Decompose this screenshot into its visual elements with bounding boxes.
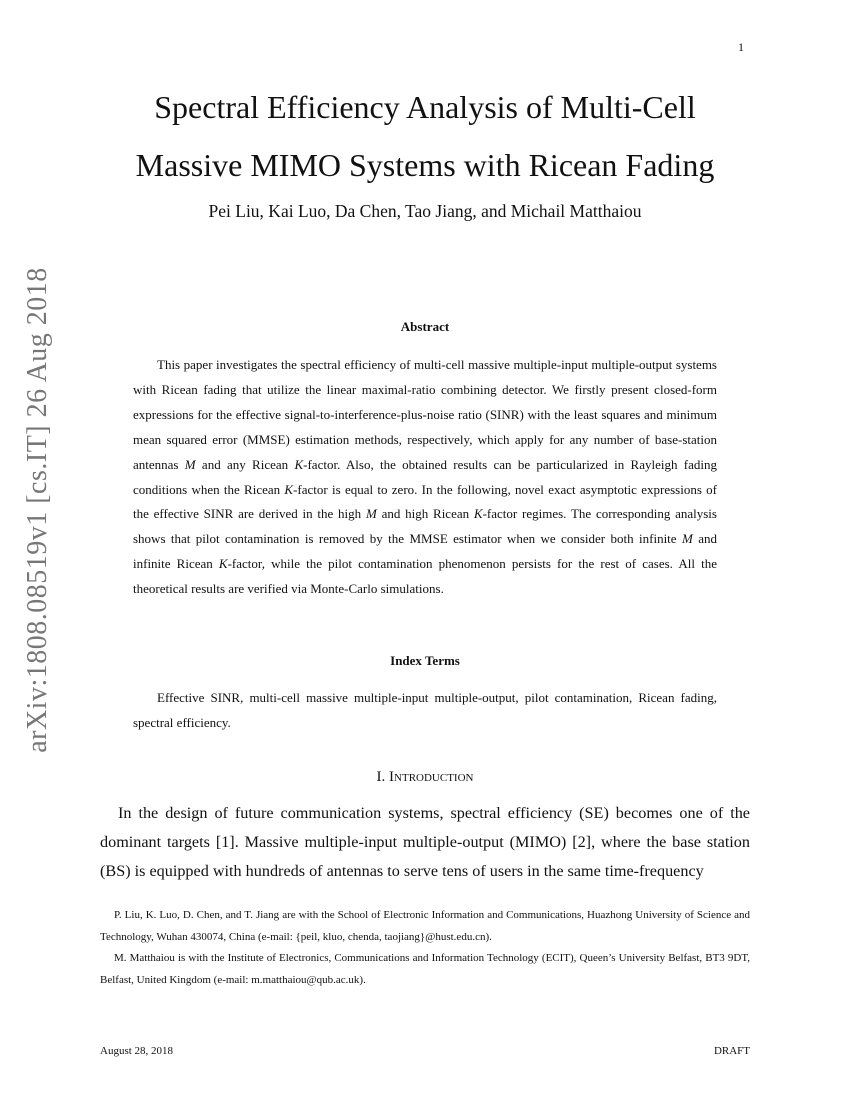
footnotes <box>100 905 750 991</box>
math-symbol: M <box>184 456 196 472</box>
abstract-text: -factor regimes. The corresponding analysis shows that pilot contamination is removed by the MMSE estimator when we consider both infinite <box>133 506 717 547</box>
abstract-text: This paper investigates the spectral efficiency of multi-cell massive multiple-input multiple-output systems with Ricean fading that utilize the linear maximal-ratio combining detector. We firstly present closed-form expressions for the effective signal-to-interference-plus-noise ratio (SINR) with the least squares and minimum mean squared error (MMSE) estimation methods, respectively, which apply for any number of base-station antennas <box>133 357 717 472</box>
abstract-text: -factor, while the pilot contamination phenomenon persists for the rest of cases. All the theoretical results are verified via Monte-Carlo simulations. <box>133 556 717 597</box>
abstract-text: and high Ricean <box>376 506 474 522</box>
math-symbol: M <box>365 506 377 522</box>
abstract-paragraph <box>133 353 717 602</box>
index-terms-text: Effective SINR, multi-cell massive multiple-input multiple-output, pilot contamination, Ricean fading, spectral efficiency. <box>133 690 717 730</box>
abstract-heading: Abstract <box>400 319 450 334</box>
footnote: M. Matthaiou is with the Institute of Electronics, Communications and Information Technology (ECIT), Queen’s University Belfast, BT3 9DT, Belfast, United Kingdom (e-mail: m.matthaiou@qub.ac.uk). <box>100 952 750 986</box>
index-terms-body <box>133 686 717 736</box>
math-symbol: K <box>284 481 294 497</box>
index-terms-heading: Index Terms <box>390 653 460 668</box>
introduction-body <box>100 799 750 887</box>
footer-date: August 28, 2018 <box>100 1045 174 1057</box>
section-title: Introduction <box>389 769 474 785</box>
arxiv-identifier: arXiv:1808.08519v1 [cs.IT] 26 Aug 2018 <box>22 267 53 753</box>
abstract-text: and infinite Ricean <box>133 531 717 572</box>
abstract-text: -factor. Also, the obtained results can be particularized in Rayleigh fading conditions when the Ricean <box>133 456 718 497</box>
section-numeral: I. <box>376 769 386 785</box>
abstract-text: and any Ricean <box>195 456 295 472</box>
paper-title <box>80 78 770 194</box>
title-line-1: Spectral Efficiency Analysis of Multi-Cell <box>154 89 696 125</box>
math-symbol: M <box>681 531 693 547</box>
authors: Pei Liu, Kai Luo, Da Chen, Tao Jiang, and Michail Matthaiou <box>208 201 642 221</box>
math-symbol: K <box>473 506 483 522</box>
math-symbol: K <box>218 556 228 572</box>
introduction-paragraph: In the design of future communication systems, spectral efficiency (SE) becomes one of the dominant targets [1]. Massive multiple-input multiple-output (MIMO) [2], where the base station (BS) is equipped with hundreds of antennas to serve tens of users in the same time-frequency <box>100 804 750 881</box>
section-heading <box>80 769 770 786</box>
abstract-body <box>133 353 717 602</box>
page-number: 1 <box>738 40 744 54</box>
title-line-2: Massive MIMO Systems with Ricean Fading <box>135 147 715 183</box>
footnote: P. Liu, K. Luo, D. Chen, and T. Jiang are with the School of Electronic Information and Communications, Huazhong University of Science and Technology, Wuhan 430074, China (e-mail: {peil, kluo, chenda, taojiang}@hust.edu.cn). <box>100 909 750 943</box>
footer-draft-label: DRAFT <box>713 1045 750 1057</box>
abstract-text: -factor is equal to zero. In the following, novel exact asymptotic expressions of the effective SINR are derived in the high <box>133 481 717 522</box>
math-symbol: K <box>294 456 304 472</box>
